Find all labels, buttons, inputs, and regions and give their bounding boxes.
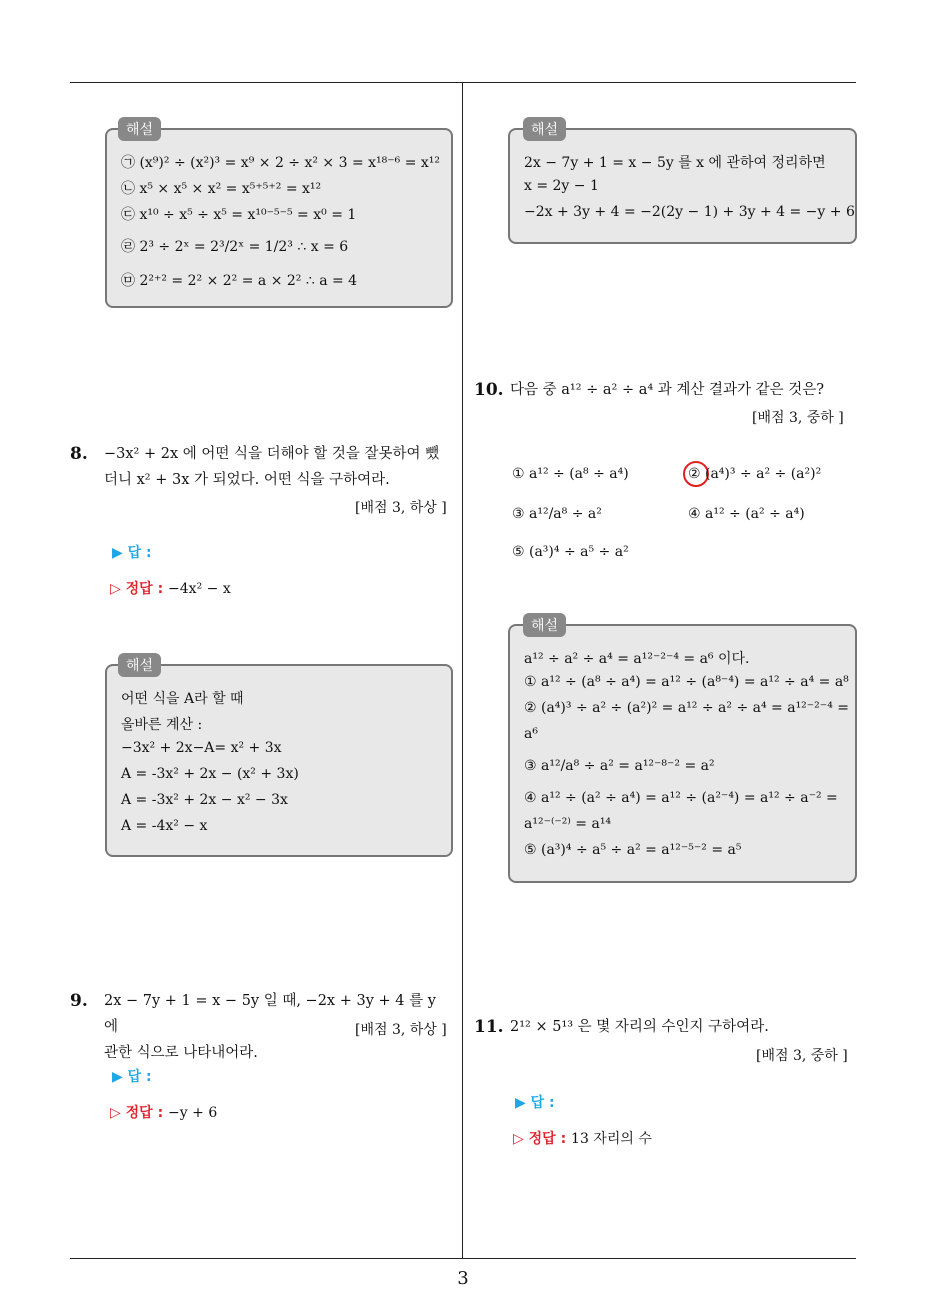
correct-answer (110, 1102, 217, 1122)
solution-line: A = -4x² − x (121, 818, 208, 834)
solution-line: ⑤ (a³)⁴ ÷ a⁵ ÷ a² = a¹²⁻⁵⁻² = a⁵ (524, 842, 742, 858)
answer-label: ▶ 답 : (112, 1069, 152, 1085)
solution-line: a¹² ÷ a² ÷ a⁴ = a¹²⁻²⁻⁴ = a⁶ 이다. (524, 651, 750, 667)
solution-line: −3x² + 2x−A= x² + 3x (121, 740, 282, 756)
solution-box-q9 (508, 128, 857, 244)
question-text-line: −3x² + 2x 에 어떤 식을 더해야 할 것을 잘못하여 뺐 (104, 446, 440, 462)
solution-box-q10 (508, 624, 857, 883)
solution-box-q7 (105, 128, 453, 308)
question-number: 9. (70, 991, 88, 1011)
score-label: [배점 3, 중하 ] (756, 1048, 848, 1064)
solution-line: ④ a¹² ÷ (a² ÷ a⁴) = a¹² ÷ (a²⁻⁴) = a¹² ÷ a⁻² = (524, 790, 838, 806)
correct-answer-value: −y + 6 (168, 1105, 218, 1121)
correct-answer-label: ▷ 정답 : (110, 581, 164, 597)
top-rule (70, 82, 856, 83)
correct-answer-label: ▷ 정답 : (513, 1131, 567, 1147)
page-number: 3 (457, 1268, 469, 1289)
question-text-line: 더니 x² + 3x 가 되었다. 어떤 식을 구하여라. (104, 472, 390, 488)
solution-line: A = -3x² + 2x − (x² + 3x) (121, 766, 299, 782)
solution-line: 2x − 7y + 1 = x − 5y 를 x 에 관하여 정리하면 (524, 155, 826, 171)
solution-line: ㉢ x¹⁰ ÷ x⁵ ÷ x⁵ = x¹⁰⁻⁵⁻⁵ = x⁰ = 1 (121, 207, 357, 223)
solution-tag: 해설 (523, 117, 566, 141)
solution-tag: 해설 (523, 613, 566, 637)
score-label: [배점 3, 하상 ] (355, 500, 447, 516)
question-number: 11. (474, 1017, 504, 1037)
question-text: 다음 중 a¹² ÷ a² ÷ a⁴ 과 계산 결과가 같은 것은? (510, 382, 825, 398)
correct-answer-value: 13 자리의 수 (571, 1131, 652, 1147)
score-label: [배점 3, 중하 ] (752, 410, 844, 426)
solution-line: ② (a⁴)³ ÷ a² ÷ (a²)² = a¹² ÷ a² ÷ a⁴ = a¹²⁻²⁻⁴ = (524, 700, 849, 716)
solution-line: A = -3x² + 2x − x² − 3x (121, 792, 288, 808)
solution-line: x = 2y − 1 (524, 178, 599, 194)
column-divider (462, 83, 463, 1259)
question-text-line: 관한 식으로 나타내어라. (104, 1045, 258, 1061)
solution-line: ③ a¹²/a⁸ ÷ a² = a¹²⁻⁸⁻² = a² (524, 758, 715, 774)
solution-line: ㉠ (x⁹)² ÷ (x²)³ = x⁹ × 2 ÷ x² × 3 = x¹⁸⁻⁶ = x¹² (121, 155, 441, 171)
solution-line: 어떤 식을 A라 할 때 (121, 691, 244, 707)
score-label: [배점 3, 하상 ] (355, 1022, 447, 1038)
solution-line: a¹²⁻⁽⁻²⁾ = a¹⁴ (524, 816, 612, 832)
correct-answer (513, 1128, 652, 1148)
correct-answer-label: ▷ 정답 : (110, 1105, 164, 1121)
option-2[interactable]: ② (a⁴)³ ÷ a² ÷ (a²)² (688, 466, 822, 482)
solution-line: ① a¹² ÷ (a⁸ ÷ a⁴) = a¹² ÷ (a⁸⁻⁴) = a¹² ÷ a⁴ = a⁸ (524, 674, 849, 690)
correct-answer (110, 578, 231, 598)
bottom-rule (70, 1258, 856, 1259)
option-1[interactable]: ① a¹² ÷ (a⁸ ÷ a⁴) (512, 466, 629, 482)
question-number: 10. (474, 380, 504, 400)
option-3[interactable]: ③ a¹²/a⁸ ÷ a² (512, 506, 602, 522)
solution-line: −2x + 3y + 4 = −2(2y − 1) + 3y + 4 = −y + 6 (524, 204, 855, 220)
question-number: 8. (70, 444, 88, 464)
option-5[interactable]: ⑤ (a³)⁴ ÷ a⁵ ÷ a² (512, 544, 629, 560)
question-text: 2¹² × 5¹³ 은 몇 자리의 수인지 구하여라. (510, 1019, 769, 1035)
solution-line: a⁶ (524, 726, 538, 742)
question-text-line: 2x − 7y + 1 = x − 5y 일 때, −2x + 3y + 4 를 y 에 (104, 993, 436, 1035)
correct-answer-value: −4x² − x (168, 581, 231, 597)
solution-tag: 해설 (118, 653, 161, 677)
option-4[interactable]: ④ a¹² ÷ (a² ÷ a⁴) (688, 506, 805, 522)
solution-box-q8 (105, 664, 453, 857)
answer-label: ▶ 답 : (515, 1095, 555, 1111)
solution-line: 올바른 계산 : (121, 717, 203, 733)
answer-label: ▶ 답 : (112, 545, 152, 561)
solution-line: ㉡ x⁵ × x⁵ × x² = x⁵⁺⁵⁺² = x¹² (121, 181, 322, 197)
question-text (104, 441, 454, 493)
solution-line: ㉤ 2²⁺² = 2² × 2² = a × 2² ∴ a = 4 (121, 273, 358, 289)
solution-line: ㉣ 2³ ÷ 2ˣ = 2³/2ˣ = 1/2³ ∴ x = 6 (121, 239, 349, 255)
solution-tag: 해설 (118, 117, 161, 141)
